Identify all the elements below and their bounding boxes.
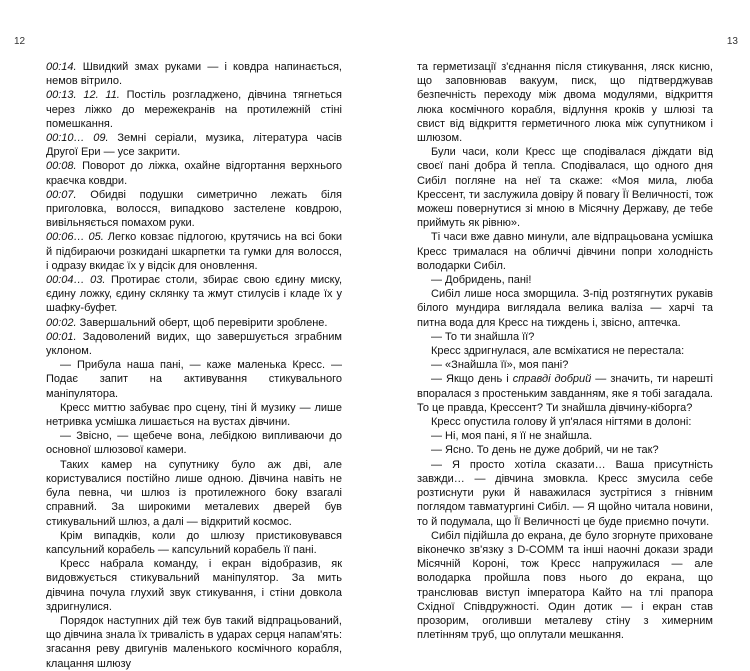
right-page-number: 13 xyxy=(726,36,738,47)
paragraph-text: — Ні, моя пані, я її не знайшла. xyxy=(431,430,593,443)
paragraph xyxy=(417,529,713,643)
paragraph xyxy=(417,372,713,415)
paragraph-text: — Звісно, — щебече вона, лебідкою випливаючи до основної шлюзової камери. xyxy=(46,430,342,457)
timestamp: 00:10… 09. xyxy=(46,132,109,145)
paragraph-text: Завершальний оберт, щоб перевірити зроблене. xyxy=(76,316,328,329)
paragraph-text: — Якщо день і xyxy=(431,373,513,386)
paragraph xyxy=(46,188,342,231)
paragraph xyxy=(417,145,713,230)
paragraph-text: Протирає столи, збирає свою єдину миску, єдину ложку, єдину склянку та жмут стилусів і кладе їх у шафку-буфет. xyxy=(46,274,343,315)
paragraph-text: — Я просто хотіла сказати… Ваша присутність завжди… — дівчина змовкла. Кресс змусила себе розтиснути руки й наважилася зустрітися з гнівним поглядом тавматургині Сибіл. — Я щойно читала новини, то й подумала, що Її Величності це буде приємно почути. xyxy=(417,458,713,528)
paragraph xyxy=(417,344,713,358)
paragraph-text: — значить, ти нарешті впоралася з простеньким завданням, яке я тобі загадала. То це правда, Крессент? Ти знайшла дівчину-кіборга? xyxy=(417,373,713,414)
paragraph xyxy=(417,330,713,344)
paragraph-text: Задоволений видих, що завершується зграбним уклоном. xyxy=(46,330,342,358)
paragraph-text: та герметизації з'єднання після стикування, ляск кисню, що заповнював вакуум, писк, що підтверджував безпечність переходу між двома модулями, відкриття люка космічного корабля, відлуння кроків у шлюзі та свист від відкриття герметичного люка між супутником і шлюзом. xyxy=(417,61,713,145)
paragraph-text: Поворот до ліжка, охайне відгортання верхнього краєчка ковдри. xyxy=(46,160,342,187)
paragraph-text: Кресс набрала команду, і екран відобразив, як видовжується стикувальний маніпулятор. За мить дівчина почула глухий звук стикування, і стіни довкола здригнулися. xyxy=(46,558,342,613)
paragraph-text: — Ясно. То день не дуже добрий, чи не так? xyxy=(431,444,659,457)
paragraph xyxy=(46,358,342,401)
paragraph xyxy=(46,60,342,88)
paragraph-text: Були часи, коли Кресс ще сподівалася діждати від своєї пані добра й тепла. Сподівалася, що одного дня Сибіл погляне на неї та скаже: «Моя мила, люба Крессент, ти заслужила довіру й повагу Її Величності, тож можеш повернутися зі мною в Місячну Державу, де тебе приймуть як рівню». xyxy=(417,146,713,230)
right-page-text xyxy=(417,60,713,642)
right-page xyxy=(375,0,750,642)
paragraph-text: — «Знайшла її», моя пані? xyxy=(431,359,569,372)
paragraph xyxy=(46,557,342,614)
paragraph-text: — То ти знайшла її? xyxy=(431,330,535,343)
paragraph-text: Земні серіали, музика, література часів Другої Ери — усе закрити. xyxy=(46,132,342,159)
paragraph-text: Ті часи вже давно минули, але відпрацьована усмішка Кресс трималася на обличчі дівчини попри холодність володарки Сибіл. xyxy=(417,231,713,272)
paragraph-text: Обидві подушки симетрично лежать біля приголовка, волосся, випадково застелене ковдрою, вивільняється помахом руки. xyxy=(46,188,342,230)
paragraph xyxy=(417,429,713,443)
timestamp: 00:04… 03. xyxy=(46,274,106,287)
paragraph xyxy=(46,614,342,671)
timestamp: 00:02. xyxy=(46,316,77,329)
paragraph-text: Таких камер на супутнику було аж дві, але користувалися постійно лише одною. Дівчина навіть не була певна, чи шлюз із протилежного боку взагалі справний. За широкими металевих дверей був стикувальний шлюз, а далі — відкритий космос. xyxy=(46,458,342,528)
timestamp: 00:01. xyxy=(46,330,77,343)
paragraph-text: — Добридень, пані! xyxy=(431,274,532,287)
paragraph xyxy=(417,415,713,429)
paragraph xyxy=(46,330,342,358)
paragraph xyxy=(46,401,342,429)
timestamp: 00:08. xyxy=(46,160,77,173)
paragraph-text: Крім випадків, коли до шлюзу пристиковувався капсульний корабель — капсульний корабель її пані. xyxy=(46,529,342,556)
paragraph-text: Легко ковзає підлогою, крутячись на всі боки й підбираючи розкидані шкарпетки та гумки для волосся, і одразу вкидає їх у відсік для оновлення. xyxy=(46,231,343,272)
paragraph xyxy=(46,230,342,273)
left-page xyxy=(0,0,375,670)
paragraph xyxy=(46,316,342,330)
paragraph xyxy=(417,230,713,273)
paragraph xyxy=(417,273,713,287)
paragraph xyxy=(46,88,342,131)
paragraph-text: Кресс здригнулася, але всміхатися не перестала: xyxy=(431,345,685,358)
paragraph xyxy=(46,159,342,187)
paragraph xyxy=(417,358,713,372)
paragraph-text: Сибіл підійшла до екрана, де було згорнуте приховане віконечко зв'язку з D-COMM та інші наочні докази зради Місячній Короні, тож Кресс напружилася — але володарка пройшла повз нього до екрана, що транслював виступ імператора Кайто на тлі прапора Східної Співдружності. Один дотик — і екран став прозорим, оголивши металеву стіну з химерним плетінням труб, що оплутали мешкання. xyxy=(417,529,713,642)
left-page-number: 12 xyxy=(14,36,26,47)
paragraph-text: — Прибула наша пані, — каже маленька Кресс. — Подає запит на активування стикувального маніпулятора. xyxy=(46,359,342,400)
paragraph-text: Сибіл лише носа зморщила. З-під розтягнутих рукавів білого мундира виглядала велика валіза — харчі та питна вода для Кресс на тиждень і, звісно, аптечка. xyxy=(417,288,713,329)
timestamp: 00:13. 12. 11. xyxy=(46,89,120,102)
paragraph xyxy=(46,131,342,159)
paragraph xyxy=(417,287,713,330)
paragraph-text: Постіль розгладжено, дівчина тягнеться через ліжко до мережекранів на протилежній стіні помешкання. xyxy=(46,89,343,130)
paragraph xyxy=(46,429,342,457)
paragraph-text: Швидкий змах руками — і ковдра напинається, немов вітрило. xyxy=(46,61,342,88)
paragraph xyxy=(46,529,342,557)
paragraph-text: Кресс миттю забуває про сцену, тіні й музику — лише нетривка усмішка лишається на вустах дівчини. xyxy=(46,401,342,429)
timestamp: 00:06… 05. xyxy=(46,231,104,244)
paragraph xyxy=(46,273,342,316)
paragraph-text: Кресс опустила голову й уп'ялася нігтями в долоні: xyxy=(431,416,692,429)
left-page-text xyxy=(46,60,342,671)
paragraph xyxy=(417,458,713,529)
paragraph xyxy=(417,60,713,145)
emphasis: справді добрий xyxy=(512,373,592,386)
paragraph xyxy=(46,458,342,529)
timestamp: 00:07. xyxy=(46,188,77,201)
paragraph xyxy=(417,443,713,457)
paragraph-text: Порядок наступних дій теж був такий відпрацьований, що дівчина знала їх тривалість в ударах серця напам'ять: згасання реву двигунів маленького космічного корабля, клацання шлюзу xyxy=(46,614,342,670)
timestamp: 00:14. xyxy=(46,61,77,73)
